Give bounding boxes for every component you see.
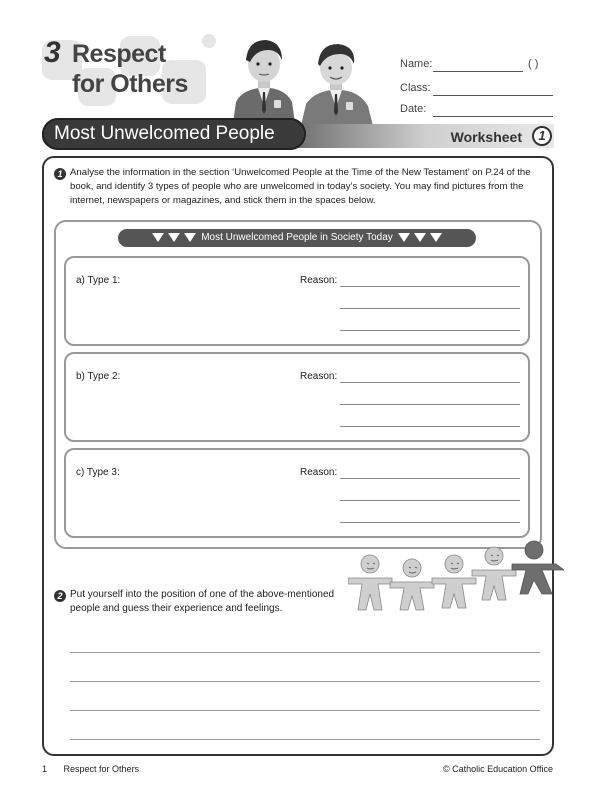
worksheet-label: Worksheet: [450, 129, 522, 145]
triangle-icon: [184, 233, 196, 242]
reason-label: Reason:: [300, 275, 338, 286]
class-label: Class:: [400, 82, 431, 94]
triangle-icon: [414, 233, 426, 242]
question1-number: 1: [54, 168, 66, 180]
name-label: Name:: [400, 58, 433, 70]
question1-text: Analyse the information in the section ‘Unwelcomed People at the Time of the New Testament’ on P.24 of the book, and identify 3 types of people who are unwelcomed in today’s society. You may find pictures from the internet, newspapers or magazines, and stick them in the spaces below.: [70, 167, 531, 206]
class-field[interactable]: [433, 95, 553, 96]
triangle-icon: [398, 233, 410, 242]
chapter-title-line1: Respect: [72, 40, 166, 68]
title-banner: [42, 118, 554, 152]
reason-line[interactable]: [340, 500, 520, 501]
types-subheading: [118, 229, 476, 247]
footer-book-title: Respect for Others: [63, 764, 140, 774]
type-label: b) Type 2:: [76, 371, 121, 382]
date-label: Date:: [400, 103, 427, 115]
chapter-title-line2: for Others: [72, 70, 188, 98]
reason-label: Reason:: [300, 467, 338, 478]
students-illustration: [222, 30, 384, 130]
worksheet-title: Most Unwelcomed People: [54, 123, 275, 144]
question2-text: Put yourself into the position of one of the above-mentioned people and guess their experience and feelings.: [70, 589, 335, 614]
answer-line[interactable]: [70, 652, 540, 653]
reason-line[interactable]: [340, 286, 520, 287]
reason-label: Reason:: [300, 371, 338, 382]
triangle-icon: [430, 233, 442, 242]
answer-line[interactable]: [70, 681, 540, 682]
triangle-icon: [152, 233, 164, 242]
reason-line[interactable]: [340, 404, 520, 405]
reason-line[interactable]: [340, 478, 520, 479]
type-label: c) Type 3:: [76, 467, 120, 478]
date-field[interactable]: [433, 116, 553, 117]
chapter-number: 3: [44, 36, 61, 69]
answer-line[interactable]: [70, 710, 540, 711]
footer-left: [42, 764, 139, 774]
answer-line[interactable]: [70, 739, 540, 740]
question2-number: 2: [54, 590, 66, 602]
reason-line[interactable]: [340, 308, 520, 309]
reason-line[interactable]: [340, 426, 520, 427]
worksheet-number: 1: [532, 126, 552, 146]
reason-line[interactable]: [340, 382, 520, 383]
type-box-2[interactable]: [64, 352, 530, 442]
reason-line[interactable]: [340, 330, 520, 331]
triangle-icon: [168, 233, 180, 242]
name-field[interactable]: [433, 71, 523, 72]
type-label: a) Type 1:: [76, 275, 121, 286]
page-number: 1: [42, 764, 48, 774]
banner-pill: [42, 118, 306, 150]
footer-copyright: © Catholic Education Office: [442, 764, 553, 774]
paper-people-illustration: [348, 538, 564, 612]
class-number-bracket: ( ): [528, 58, 539, 70]
type-box-1[interactable]: [64, 256, 530, 346]
reason-line[interactable]: [340, 522, 520, 523]
types-subheading-text: Most Unwelcomed People in Society Today: [201, 232, 393, 243]
type-box-3[interactable]: [64, 448, 530, 538]
